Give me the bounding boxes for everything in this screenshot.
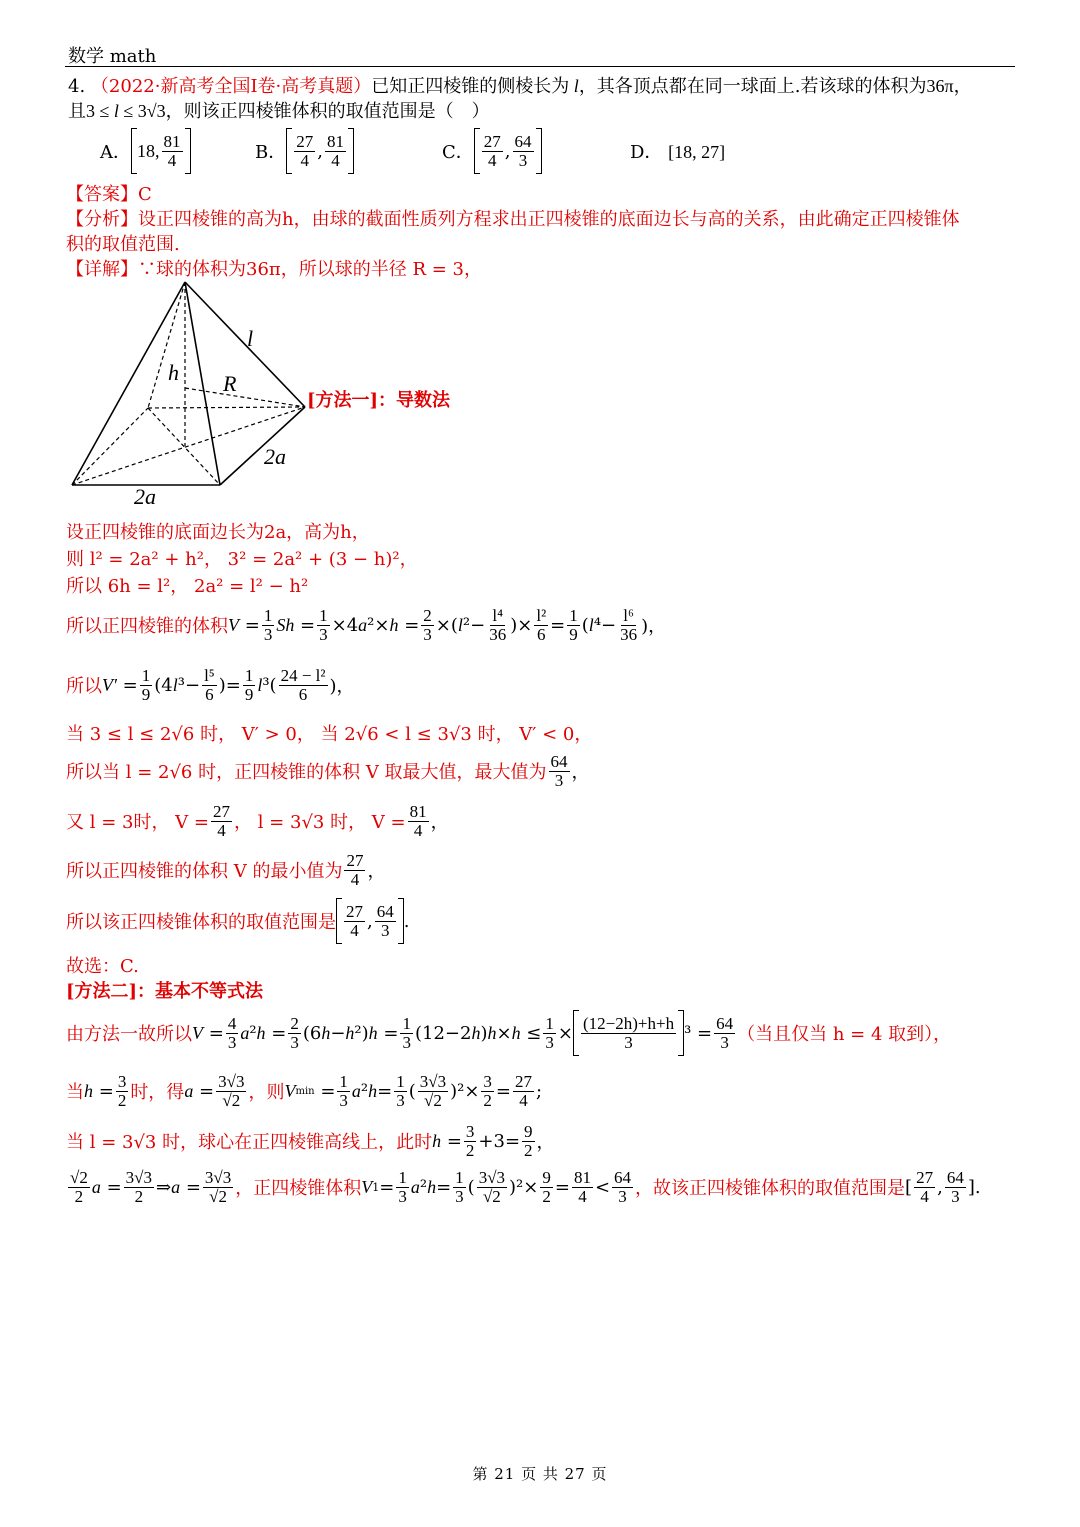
m2-line-2-text-2: 时，得 [130,1082,185,1103]
m1-line-9-text: 所以正四棱锥的体积 V 的最小值为 [66,861,343,882]
label-2a-bottom: 2a [134,484,156,508]
m2-line-2: 当 h = $\frac{3}{2}$ 时，得 a = $\frac{3√3}{√2}$ ，则 V min = $\frac{1}{3}$ a ² h = $\frac{1}{3}$ ( $\frac{3√3}{√2}$ )²× $\frac{3}{2}$ = $\frac{27}{4}$ ; [66,1071,543,1110]
label-h: h [168,360,179,385]
m1-line-5: 所以 V′ = $\frac{1}{9}$ (4 l ³− $\frac{\text{l⁵}}{6}$ )= $\frac{1}{9}$ l ³( $\frac{\text{24 − l²}}{6}$ )， [66,665,355,704]
method2-title: [方法二]：基本不等式法 [66,981,264,1002]
m2-line-3-text: 当 l = 3√3 时，球心在正四棱锥高线上，此时 [66,1132,433,1153]
question-text-3: 且 [68,101,86,122]
m1-line-10: 所以该正四棱锥体积的取值范围是 $\frac{27}{4}$ , $\frac{64}{3}$ . [66,896,409,946]
option-d[interactable]: D． [18, 27] [630,142,726,163]
m1-line-7: 所以当 l = 2√6 时，正四棱锥的体积 V 取最大值，最大值为 $\frac{64}{3}$ ， [66,751,590,790]
label-l: l [247,326,254,351]
detail-text: ∵球的体积为36π，所以球的半径 R = 3， [138,259,482,280]
question-text: 已知正四棱锥的侧棱长为 [371,76,570,97]
m1-line-8-text: 又 l = 3时， V = [66,812,209,833]
option-a[interactable]: A． 18, $\frac{81}{4}$ [100,126,191,176]
m2-line-4: $\frac{√2}{2}$ a = $\frac{3√3}{2}$ ⇒ a = $\frac{3√3}{√2}$ ，正四棱锥体积 V 1 = $\frac{1}{3}$ a ² h = $\frac{1}{3}$ ( $\frac{3√3}{√2}$ )²× $\frac{9}{2}$ = $\frac{81}{4}$ < $\frac{64}{3}$ ，故该正四棱锥体积的取值范围是 [ $\frac{27}{4}$ , $\frac{64}{3}$ ]. [70,1167,981,1206]
m1-line-4-text: 所以正四棱锥的体积 [66,616,228,637]
m1-line-3: 所以 6h = l²， 2a² = l² − h² [66,576,309,597]
m2-line-1: 由方法一故所以 V = $\frac{4}{3}$ a ² h = $\frac{2}{3}$ (6 h − h ²) h = $\frac{1}{3}$ (12−2 h ) h × h ≤ $\frac{1}{3}$ × $\frac{(12-2h)+h+h}{3}$ ³ = $\frac{64}{3}$ （当且仅当 h = 4 取到）， [66,1008,951,1058]
option-a-label: A． [100,142,131,163]
detail-tag: 【详解】 [66,259,138,280]
question-text-4: ，则该正四棱锥体积的取值范围是（ ） [165,101,490,122]
page-header: 数学 math [68,46,157,67]
option-c-label: C． [442,142,474,163]
method1-title: [方法一]：导数法 [307,390,451,411]
question-text-2: ，其各顶点都在同一球面上.若该球的体积为 [578,76,927,97]
m2-line-1-tail: （当且仅当 h = 4 取到）， [737,1024,952,1045]
analysis-text: 设正四棱锥的高为h，由球的截面性质列方程求出正四棱锥的底面边长与高的关系，由此确定正四棱锥体 [138,209,960,230]
question-number: 4. [68,76,86,97]
m1-line-8: 又 l = 3时， V = $\frac{27}{4}$ ， l = 3√3 时， V = $\frac{81}{4}$ ， [66,801,449,840]
option-c[interactable]: C． $\frac{27}{4}$ , $\frac{64}{3}$ [442,126,542,176]
m2-line-4-text-2: ，故该正四棱锥体积的取值范围是 [635,1178,906,1199]
m1-line-5-text: 所以 [66,676,102,697]
m1-line-7-text: 所以当 l = 2√6 时，正四棱锥的体积 V 取最大值，最大值为 [66,762,547,783]
m2-line-4-text: ，正四棱锥体积 [235,1178,362,1199]
m1-line-6: 当 3 ≤ l ≤ 2√6 时， V′ > 0， 当 2√6 < l ≤ 3√3 时， V′ < 0， [66,724,593,745]
m1-line-10-text: 所以该正四棱锥体积的取值范围是 [66,912,336,933]
option-b[interactable]: B． $\frac{27}{4}$ , $\frac{81}{4}$ [255,126,354,176]
m1-conclusion: 故选：C. [66,956,139,977]
m2-line-2-text: 当 [66,1082,84,1103]
label-r: R [223,371,237,396]
m2-line-2-text-3: ，则 [248,1082,285,1103]
m1-line-9: 所以正四棱锥的体积 V 的最小值为 $\frac{27}{4}$ ， [66,850,386,889]
m1-line-8-text-2: ， l = 3√3 时， V = [233,812,406,833]
m1-line-1: 设正四棱锥的底面边长为2a，高为h， [66,522,370,543]
analysis-line-1 [66,205,960,231]
answer: 【答案】C [66,184,152,205]
analysis-tag: 【分析】 [66,209,138,230]
m2-line-1-text: 由方法一故所以 [66,1024,192,1045]
pyramid-figure [60,278,320,508]
m1-line-2: 则 l² = 2a² + h²， 3² = 2a² + (3 − h)²， [66,549,418,570]
m2-line-3: 当 l = 3√3 时，球心在正四棱锥高线上，此时 h = $\frac{3}{2}$ +3= $\frac{9}{2}$ ， [66,1121,555,1160]
m1-line-4: 所以正四棱锥的体积 V = $\frac{1}{3}$ Sh = $\frac{1}{3}$ ×4 a ²× h = $\frac{2}{3}$ ×( l ²− $\frac{\text{l⁴}}{36}$ )× $\frac{\text{l²}}{6}$ = $\frac{1}{9}$ ( l ⁴− $\frac{\text{l⁶}}{36}$ )， [66,605,667,644]
question-source: （2022·新高考全国Ⅰ卷·高考真题） [90,76,372,97]
label-2a-right: 2a [264,444,286,469]
header-rule [65,66,1015,67]
analysis-line-2: 积的取值范围. [66,234,180,255]
option-b-label: B． [255,142,287,163]
page-footer: 第 21 页 共 27 页 [472,1465,608,1483]
option-d-label: D． [630,142,663,163]
question-line-2: 且3 ≤ l ≤ 3√3，则该正四棱锥体积的取值范围是（ ） [68,101,490,122]
question-line-1: 4. （2022·新高考全国Ⅰ卷·高考真题）已知正四棱锥的侧棱长为 l，其各顶点都在同一球面上.若该球的体积为36π， [68,76,972,97]
